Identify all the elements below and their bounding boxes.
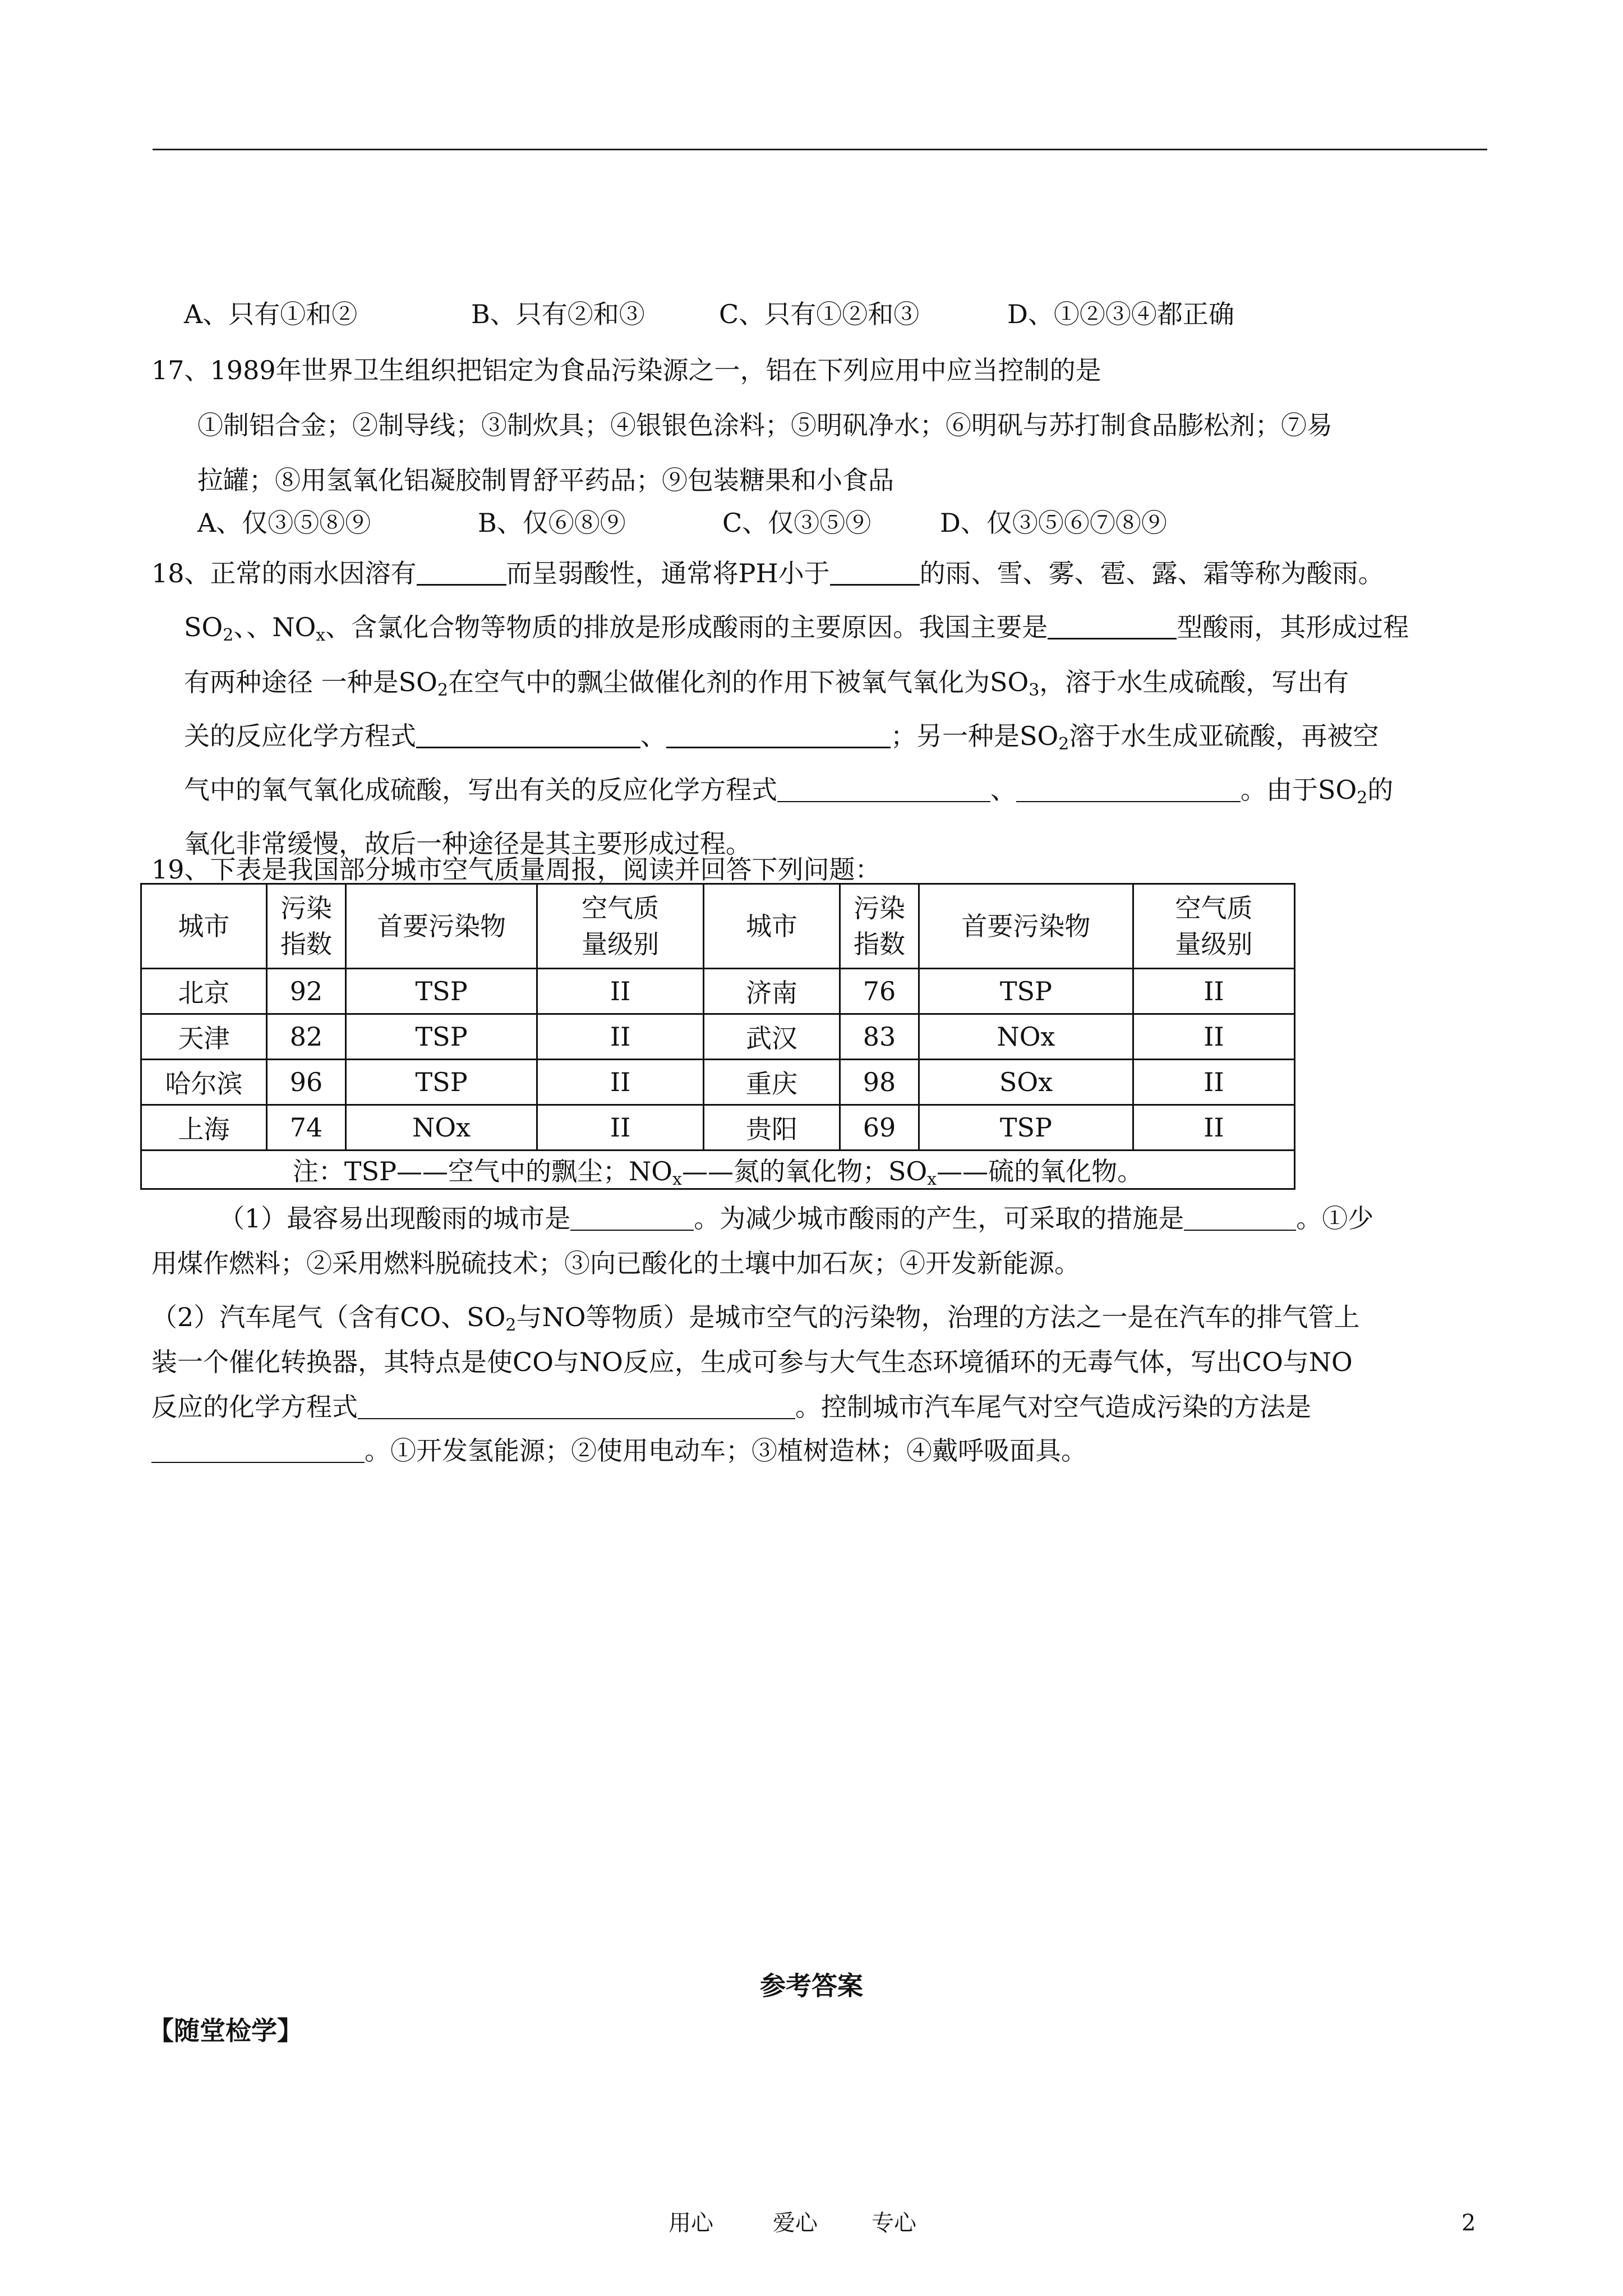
q19-blank-city[interactable]	[570, 1204, 694, 1231]
q18-line5: 气中的氧气氧化成硫酸，写出有关的反应化学方程式 、 。由于$SO_2$的	[184, 775, 1394, 808]
q16-option-c: C、只有①②和③	[719, 299, 920, 329]
q17-option-d: D、仅③⑤⑥⑦⑧⑨	[940, 508, 1167, 538]
q18-line2: $SO_2$、、$NO_x$、含氯化合物等物质的排放是形成酸雨的主要原因。我国主要是 型酸雨，其形成过程	[184, 612, 1409, 645]
table-note-row	[141, 1151, 1295, 1189]
header-pollutant-2: 首要污染物	[919, 884, 1133, 969]
q18-blank-gas[interactable]	[417, 558, 506, 586]
header-grade-2: 空气质 量级别	[1133, 884, 1294, 969]
footer-motto-2: 爱心	[773, 2210, 818, 2236]
q19-part1-line1: （1）最容易出现酸雨的城市是 。为减少城市酸雨的产生，可采取的措施是 。①少	[219, 1203, 1374, 1234]
q18-blank-eq1[interactable]	[416, 721, 640, 748]
q19-blank-equation[interactable]	[358, 1392, 795, 1419]
q18-line4: 关的反应化学方程式 、 ；另一种是$SO_2$溶于水生成亚硫酸，再被空	[184, 721, 1379, 754]
q19-blank-methods[interactable]	[151, 1436, 365, 1463]
q17-list-line1: ①制铝合金；②制导线；③制炊具；④银银色涂料；⑤明矾净水；⑥明矾与苏打制食品膨松剂；⑦易	[197, 410, 1332, 440]
footer-motto-3: 专心	[872, 2210, 916, 2236]
header-city: 城市	[141, 884, 267, 969]
answers-title: 参考答案	[760, 1971, 863, 2001]
q18-blank-eq2[interactable]	[666, 721, 891, 748]
q17-option-b: B、仅⑥⑧⑨	[478, 508, 626, 538]
q19-part2-line3: 反应的化学方程式 。控制城市汽车尾气对空气造成污染的方法是	[151, 1392, 1311, 1422]
q16-option-b: B、只有②和③	[471, 299, 645, 329]
q18-blank-type[interactable]	[1048, 612, 1177, 639]
table-header-row	[141, 884, 1295, 969]
answers-section-heading: 【随堂检学】	[148, 2016, 303, 2046]
q19-part1-line2: 用煤作燃料；②采用燃料脱硫技术；③向已酸化的土壤中加石灰；④开发新能源。	[151, 1248, 1080, 1278]
q19-stem: 19、下表是我国部分城市空气质量周报，阅读并回答下列问题：	[151, 854, 881, 885]
header-grade: 空气质 量级别	[537, 884, 704, 969]
q17-option-a: A、仅③⑤⑧⑨	[197, 508, 371, 538]
q18-blank-eq3[interactable]	[777, 775, 990, 802]
header-city-2: 城市	[703, 884, 840, 969]
q16-option-a: A、只有①和②	[184, 299, 358, 329]
header-rule	[153, 149, 1487, 150]
q19-part2-line1: （2）汽车尾气（含有CO、$SO_2$与NO等物质）是城市空气的污染物，治理的方法之一是在汽车的排气管上	[151, 1302, 1360, 1335]
q17-stem: 17、1989年世界卫生组织把铝定为食品污染源之一，铝在下列应用中应当控制的是	[151, 355, 1101, 385]
q18-blank-eq4[interactable]	[1016, 775, 1241, 802]
q18-line6: 氧化非常缓慢，故后一种途径是其主要形成过程。	[184, 829, 751, 859]
q18-line3: 有两种途径 一种是$SO_2$在空气中的飘尘做催化剂的作用下被氧气氧化为$SO_3$，溶于水生成硫酸，写出有	[184, 667, 1349, 700]
q19-blank-measures[interactable]	[1184, 1204, 1296, 1231]
header-index: 污染 指数	[267, 884, 346, 969]
table-row: 上海 74 NOx II 贵阳 69 TSP II	[141, 1105, 1295, 1151]
page-number: 2	[1461, 2210, 1476, 2236]
q19-part2-line2: 装一个催化转换器，其特点是使CO与NO反应，生成可参与大气生态环境循环的无毒气体，写出CO与NO	[151, 1347, 1353, 1377]
air-quality-table	[140, 883, 1295, 1190]
q16-option-d: D、①②③④都正确	[1007, 299, 1234, 329]
footer-motto-1: 用心	[668, 2210, 713, 2236]
q17-option-c: C、仅③⑤⑨	[722, 508, 872, 538]
q18-blank-ph[interactable]	[830, 558, 920, 586]
q18-line1: 18、正常的雨水因溶有 而呈弱酸性，通常将PH小于 的雨、雪、雾、雹、露、霜等称为酸雨。	[151, 558, 1384, 588]
table-row: 天津 82 TSP II 武汉 83 NOx II	[141, 1014, 1295, 1060]
q17-list-line2: 拉罐；⑧用氢氧化铝凝胶制胃舒平药品；⑨包装糖果和小食品	[197, 465, 894, 495]
header-index-2: 污染 指数	[840, 884, 919, 969]
q19-part2-line4: 。①开发氢能源；②使用电动车；③植树造林；④戴呼吸面具。	[151, 1434, 1087, 1467]
table-row: 哈尔滨 96 TSP II 重庆 98 SOx II	[141, 1060, 1295, 1105]
table-row: 北京 92 TSP II 济南 76 TSP II	[141, 969, 1295, 1014]
header-pollutant: 首要污染物	[345, 884, 537, 969]
table-note: 注：TSP——空气中的飘尘；$NO_x——$氮的氧化物；$SO_x——$硫的氧化物。	[141, 1151, 1295, 1189]
